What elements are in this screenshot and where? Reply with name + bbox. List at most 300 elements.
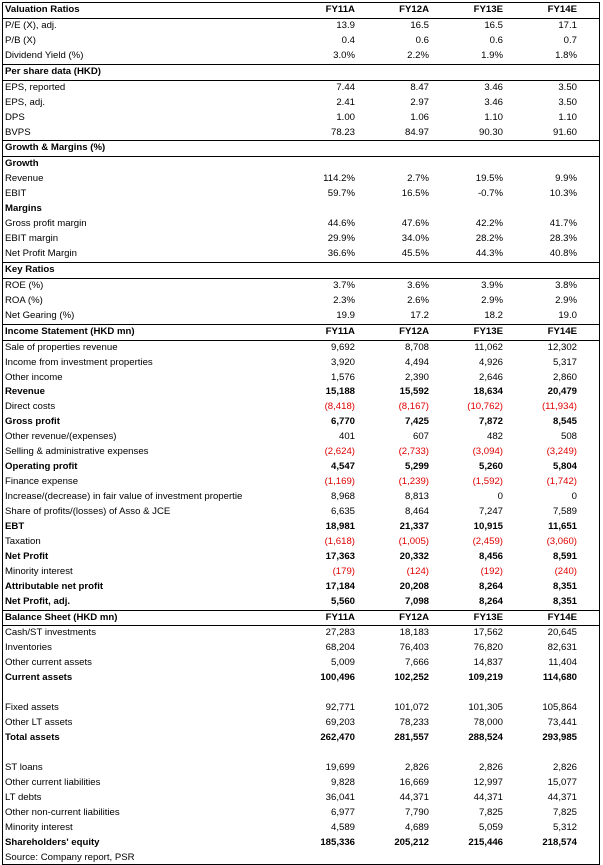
row-value: (1,005) bbox=[398, 535, 429, 547]
row-value: 8,813 bbox=[404, 491, 429, 502]
row-label: Margins bbox=[5, 203, 42, 215]
row-value: 2.9% bbox=[555, 294, 577, 306]
table-row bbox=[3, 505, 599, 520]
table-row bbox=[3, 475, 599, 490]
row-value: (3,060) bbox=[546, 535, 577, 547]
section-header bbox=[3, 611, 599, 627]
table-row bbox=[3, 595, 599, 610]
row-label: Other current assets bbox=[5, 657, 92, 669]
row-value: 114.2% bbox=[323, 173, 355, 185]
row-label: Taxation bbox=[5, 535, 41, 547]
row-value: (1,239) bbox=[398, 476, 429, 488]
row-value: 84.97 bbox=[404, 126, 429, 138]
row-value: 18,183 bbox=[399, 627, 429, 639]
row-value: 16,669 bbox=[399, 776, 429, 788]
column-header: FY14E bbox=[547, 611, 577, 623]
row-value: 78.23 bbox=[330, 126, 355, 138]
row-label: Dividend Yield (%) bbox=[5, 49, 84, 61]
row-value: 2.7% bbox=[407, 173, 429, 185]
row-value: 3.9% bbox=[481, 279, 503, 291]
row-value: 8,708 bbox=[404, 341, 429, 353]
row-value bbox=[433, 686, 507, 701]
row-label: Attributable net profit bbox=[5, 580, 104, 592]
row-value: 17,184 bbox=[325, 580, 355, 592]
row-value: 36.6% bbox=[327, 248, 355, 259]
row-label: Cash/ST investments bbox=[5, 627, 96, 639]
row-value: 8,464 bbox=[404, 505, 429, 517]
row-value: 20,208 bbox=[399, 580, 429, 592]
row-value: 1.10 bbox=[558, 111, 577, 123]
row-label: EBIT bbox=[5, 188, 27, 200]
row-value: 27,283 bbox=[325, 627, 355, 639]
row-value: (240) bbox=[554, 565, 577, 577]
row-value bbox=[433, 746, 507, 761]
table-section bbox=[2, 324, 600, 610]
row-value: 91.60 bbox=[552, 126, 577, 138]
row-value: 5,059 bbox=[478, 821, 503, 833]
table-row bbox=[3, 294, 599, 309]
row-value: 16.5 bbox=[410, 19, 429, 31]
row-value bbox=[359, 157, 433, 172]
row-value: 41.7% bbox=[549, 218, 577, 230]
row-label: Gross profit margin bbox=[5, 218, 87, 230]
row-value: 2,826 bbox=[478, 761, 503, 773]
row-value: 19.0 bbox=[558, 309, 577, 321]
row-value: 7.44 bbox=[336, 81, 355, 93]
row-label: LT debts bbox=[5, 791, 42, 803]
section-title: Income Statement (HKD mn) bbox=[5, 325, 135, 337]
table-row bbox=[3, 806, 599, 821]
row-value: 34.0% bbox=[401, 233, 429, 245]
column-header bbox=[359, 263, 433, 278]
row-label: Income from investment properties bbox=[5, 356, 153, 368]
row-value: 47.6% bbox=[401, 218, 429, 230]
row-value: 16.5% bbox=[401, 188, 429, 200]
table-row bbox=[3, 626, 599, 641]
column-header: FY12A bbox=[399, 611, 429, 623]
row-value: 7,098 bbox=[404, 595, 429, 607]
row-value: 18,981 bbox=[325, 520, 355, 532]
row-value: 1.00 bbox=[336, 111, 355, 123]
row-value: 59.7% bbox=[327, 188, 355, 200]
table-section bbox=[2, 610, 600, 851]
row-value: 3,920 bbox=[330, 356, 355, 368]
row-value: 288,524 bbox=[468, 732, 503, 743]
row-label: Increase/(decrease) in fair value of investment propertie bbox=[5, 491, 243, 502]
row-value: 185,336 bbox=[320, 836, 355, 848]
row-label: Net Profit bbox=[5, 550, 49, 562]
row-value bbox=[287, 686, 359, 701]
table-row bbox=[3, 415, 599, 430]
row-value: 0.6 bbox=[415, 34, 429, 46]
row-value: 20,332 bbox=[399, 550, 429, 562]
column-header bbox=[287, 141, 359, 156]
column-header: FY11A bbox=[325, 611, 355, 623]
column-header: FY13E bbox=[473, 4, 503, 15]
table-row bbox=[3, 761, 599, 776]
row-value: (10,762) bbox=[467, 401, 503, 413]
row-value: (192) bbox=[480, 565, 503, 577]
table-row bbox=[3, 96, 599, 111]
row-value: 7,825 bbox=[552, 806, 577, 818]
row-value: 0.7 bbox=[563, 34, 577, 46]
row-value: (1,742) bbox=[546, 476, 577, 488]
row-value: 9,692 bbox=[330, 341, 355, 353]
row-value: 109,219 bbox=[468, 672, 503, 684]
row-value: 8,351 bbox=[552, 595, 577, 607]
section-header bbox=[3, 141, 599, 157]
row-value: 8,456 bbox=[478, 550, 503, 562]
financial-summary-table bbox=[2, 2, 600, 865]
row-value: 3.7% bbox=[333, 279, 355, 291]
column-header: FY13E bbox=[473, 325, 503, 337]
row-value: 4,926 bbox=[478, 356, 503, 368]
table-row bbox=[3, 385, 599, 400]
row-label: Inventories bbox=[5, 642, 52, 654]
column-header bbox=[433, 65, 507, 80]
column-header: FY11A bbox=[325, 325, 355, 337]
row-value: 5,312 bbox=[552, 821, 577, 833]
row-value: 40.8% bbox=[549, 248, 577, 259]
row-value bbox=[359, 686, 433, 701]
row-value: 90.30 bbox=[478, 126, 503, 138]
row-value: 7,589 bbox=[552, 505, 577, 517]
row-value: 10.3% bbox=[549, 188, 577, 200]
table-row bbox=[3, 776, 599, 791]
row-value: 607 bbox=[412, 431, 429, 443]
row-label: Shareholders' equity bbox=[5, 836, 100, 848]
table-row bbox=[3, 716, 599, 731]
column-header: FY13E bbox=[473, 611, 503, 623]
row-label: Current assets bbox=[5, 672, 73, 684]
row-value: 8,968 bbox=[330, 491, 355, 502]
row-value: 1.8% bbox=[555, 49, 577, 61]
row-value: 482 bbox=[486, 431, 503, 443]
table-row bbox=[3, 490, 599, 505]
row-value: 8,545 bbox=[552, 416, 577, 428]
row-label: Other income bbox=[5, 371, 63, 383]
section-title: Per share data (HKD) bbox=[5, 65, 101, 77]
row-label: EBIT margin bbox=[5, 233, 59, 245]
row-value: 20,479 bbox=[547, 386, 577, 398]
table-row bbox=[3, 580, 599, 595]
row-label: ST loans bbox=[5, 761, 43, 773]
row-label: Finance expense bbox=[5, 476, 79, 488]
table-row bbox=[3, 371, 599, 386]
row-label: Net Profit Margin bbox=[5, 248, 77, 259]
row-value: 10,915 bbox=[473, 520, 503, 532]
row-label: Minority interest bbox=[5, 821, 73, 833]
row-value: 7,425 bbox=[404, 416, 429, 428]
row-value: (8,418) bbox=[324, 401, 355, 413]
table-row bbox=[3, 641, 599, 656]
row-value: (179) bbox=[332, 565, 355, 577]
table-row bbox=[3, 356, 599, 371]
column-header bbox=[433, 263, 507, 278]
source-note: Source: Company report, PSR bbox=[2, 851, 600, 865]
row-value: 15,188 bbox=[325, 386, 355, 398]
column-header bbox=[359, 65, 433, 80]
table-row bbox=[3, 535, 599, 550]
row-label: Revenue bbox=[5, 386, 45, 398]
row-value: 18.2 bbox=[484, 309, 503, 321]
row-label: Revenue bbox=[5, 173, 44, 185]
row-value: 19.9 bbox=[336, 309, 355, 321]
row-value: (2,459) bbox=[472, 535, 503, 547]
row-label: Operating profit bbox=[5, 461, 78, 473]
row-label bbox=[3, 746, 287, 761]
row-value: 45.5% bbox=[401, 248, 429, 259]
row-label: P/E (X), adj. bbox=[5, 19, 57, 31]
row-value: 19,699 bbox=[325, 761, 355, 773]
row-value: 42.2% bbox=[475, 218, 503, 230]
row-value: 44,371 bbox=[473, 791, 503, 803]
row-label: Selling & administrative expenses bbox=[5, 446, 149, 458]
row-value: 12,302 bbox=[547, 341, 577, 353]
row-value: 205,212 bbox=[394, 836, 429, 848]
row-label: P/B (X) bbox=[5, 34, 36, 46]
row-value: 1.10 bbox=[484, 111, 503, 123]
row-value: 1.06 bbox=[410, 111, 429, 123]
table-row bbox=[3, 111, 599, 126]
row-value: 44.3% bbox=[475, 248, 503, 259]
row-value: 215,446 bbox=[468, 836, 503, 848]
row-value: (8,167) bbox=[398, 401, 429, 413]
row-value: 4,589 bbox=[330, 821, 355, 833]
row-value: 28.3% bbox=[549, 233, 577, 245]
row-value: 17.1 bbox=[558, 19, 577, 31]
row-value: 44.6% bbox=[327, 218, 355, 230]
table-row bbox=[3, 836, 599, 851]
row-value: 0.6 bbox=[489, 34, 503, 46]
row-value: 11,062 bbox=[474, 341, 503, 353]
row-value: 36,041 bbox=[325, 791, 355, 803]
row-value: 12,997 bbox=[473, 776, 503, 788]
row-value: 281,557 bbox=[394, 732, 429, 743]
row-label bbox=[3, 686, 287, 701]
table-row bbox=[3, 520, 599, 535]
column-header bbox=[287, 65, 359, 80]
column-header bbox=[433, 141, 507, 156]
row-label: Total assets bbox=[5, 732, 60, 743]
row-value: 7,247 bbox=[478, 505, 503, 517]
row-value: 6,635 bbox=[330, 505, 355, 517]
row-value: 5,317 bbox=[552, 356, 577, 368]
row-value: 16.5 bbox=[484, 19, 503, 31]
section-header bbox=[3, 3, 599, 19]
row-value: -0.7% bbox=[477, 188, 503, 200]
table-section bbox=[2, 64, 600, 141]
row-value: 2.41 bbox=[336, 96, 355, 108]
row-value bbox=[507, 202, 581, 217]
column-header: FY12A bbox=[399, 4, 429, 15]
table-row bbox=[3, 565, 599, 580]
row-value: 2,826 bbox=[552, 761, 577, 773]
column-header: FY12A bbox=[399, 325, 429, 337]
row-label: ROE (%) bbox=[5, 279, 44, 291]
row-value: 73,441 bbox=[547, 717, 577, 729]
row-value: 17,363 bbox=[325, 550, 355, 562]
section-title: Valuation Ratios bbox=[5, 4, 80, 15]
row-value bbox=[359, 746, 433, 761]
column-header bbox=[287, 263, 359, 278]
row-value: (2,624) bbox=[324, 446, 355, 458]
row-value: 101,305 bbox=[468, 702, 503, 714]
table-row bbox=[3, 430, 599, 445]
row-value: 7,790 bbox=[404, 806, 429, 818]
row-value: 0.4 bbox=[341, 34, 355, 46]
row-value: 28.2% bbox=[475, 233, 503, 245]
row-value: 19.5% bbox=[475, 173, 503, 185]
row-value: 20,645 bbox=[547, 627, 577, 639]
column-header: FY11A bbox=[325, 4, 355, 15]
row-value: 102,252 bbox=[394, 672, 429, 684]
row-value: 6,977 bbox=[330, 806, 355, 818]
row-value: 293,985 bbox=[542, 732, 577, 743]
row-value bbox=[507, 157, 581, 172]
row-value: 3.46 bbox=[484, 96, 503, 108]
row-value: 13.9 bbox=[336, 19, 355, 31]
table-section bbox=[2, 140, 600, 262]
row-value: (11,934) bbox=[541, 401, 577, 413]
table-row bbox=[3, 279, 599, 294]
row-value bbox=[287, 202, 359, 217]
row-value: 7,825 bbox=[478, 806, 503, 818]
row-value: 1,576 bbox=[330, 371, 355, 383]
table-row bbox=[3, 791, 599, 806]
row-value: 68,204 bbox=[325, 642, 355, 654]
row-label: Net Profit, adj. bbox=[5, 595, 71, 607]
row-value: 4,689 bbox=[404, 821, 429, 833]
row-value: 3.6% bbox=[407, 279, 429, 291]
row-value: 114,680 bbox=[542, 672, 577, 684]
table-row bbox=[3, 550, 599, 565]
row-value: 82,631 bbox=[547, 642, 577, 654]
row-value: 508 bbox=[560, 431, 577, 443]
table-row bbox=[3, 232, 599, 247]
table-row bbox=[3, 341, 599, 356]
row-value: 69,203 bbox=[325, 717, 355, 729]
row-value: 1.9% bbox=[481, 49, 503, 61]
row-value: 105,864 bbox=[542, 702, 577, 714]
row-value: 2.3% bbox=[333, 294, 355, 306]
row-value: 2,646 bbox=[478, 371, 503, 383]
section-title: Key Ratios bbox=[5, 263, 55, 275]
row-value: 9.9% bbox=[555, 173, 577, 185]
section-header bbox=[3, 263, 599, 279]
column-header: FY14E bbox=[547, 325, 577, 337]
row-value bbox=[507, 686, 581, 701]
row-value: 76,820 bbox=[473, 642, 503, 654]
row-value bbox=[287, 157, 359, 172]
row-value: 0 bbox=[497, 491, 503, 502]
row-value: 7,872 bbox=[478, 416, 503, 428]
row-value: 78,233 bbox=[399, 717, 429, 729]
table-row bbox=[3, 671, 599, 686]
row-value: 15,077 bbox=[547, 776, 577, 788]
row-value: 101,072 bbox=[394, 702, 429, 714]
row-value: 262,470 bbox=[320, 732, 355, 743]
column-header bbox=[507, 263, 581, 278]
section-title: Growth & Margins (%) bbox=[5, 142, 106, 154]
table-row bbox=[3, 19, 599, 34]
row-value: 5,009 bbox=[330, 657, 355, 669]
row-value: 3.8% bbox=[555, 279, 577, 291]
row-label: DPS bbox=[5, 111, 25, 123]
row-value: 9,828 bbox=[330, 776, 355, 788]
table-row bbox=[3, 157, 599, 172]
table-row bbox=[3, 172, 599, 187]
row-value: (3,094) bbox=[472, 446, 503, 458]
column-header: FY14E bbox=[547, 4, 577, 15]
row-value: (2,733) bbox=[398, 446, 429, 458]
row-value: 401 bbox=[338, 431, 355, 443]
row-label: Net Gearing (%) bbox=[5, 309, 75, 321]
row-value: (1,169) bbox=[324, 476, 355, 488]
row-value: 8,591 bbox=[552, 550, 577, 562]
row-value bbox=[287, 746, 359, 761]
table-row bbox=[3, 701, 599, 716]
row-value: 3.0% bbox=[333, 49, 355, 61]
row-value: 11,404 bbox=[548, 657, 577, 669]
row-value: 4,494 bbox=[404, 356, 429, 368]
table-row bbox=[3, 656, 599, 671]
row-value: 92,771 bbox=[325, 702, 355, 714]
row-value: 76,403 bbox=[399, 642, 429, 654]
row-label: Direct costs bbox=[5, 401, 56, 413]
blank-row bbox=[3, 686, 599, 701]
column-header bbox=[507, 65, 581, 80]
row-value: 5,260 bbox=[478, 461, 503, 473]
row-value bbox=[359, 202, 433, 217]
row-value: 78,000 bbox=[473, 717, 503, 729]
row-value: 3.46 bbox=[484, 81, 503, 93]
row-value: 44,371 bbox=[547, 791, 577, 803]
row-value: 3.50 bbox=[558, 81, 577, 93]
row-value: 8,351 bbox=[552, 580, 577, 592]
row-value: 0 bbox=[571, 491, 577, 502]
row-value: 21,337 bbox=[399, 520, 429, 532]
row-value: 5,804 bbox=[552, 461, 577, 473]
blank-row bbox=[3, 746, 599, 761]
row-label: Gross profit bbox=[5, 416, 60, 428]
row-value: 2.9% bbox=[481, 294, 503, 306]
row-value: 218,574 bbox=[542, 836, 577, 848]
row-value: (3,249) bbox=[546, 446, 577, 458]
table-row bbox=[3, 821, 599, 836]
table-row bbox=[3, 731, 599, 746]
table-row bbox=[3, 309, 599, 324]
row-value: 8,264 bbox=[478, 595, 503, 607]
row-label: Growth bbox=[5, 158, 39, 170]
row-value: 5,560 bbox=[330, 595, 355, 607]
row-value: 15,592 bbox=[399, 386, 429, 398]
row-value: 2,826 bbox=[404, 761, 429, 773]
row-label: EBT bbox=[5, 520, 25, 532]
row-value: 2.97 bbox=[410, 96, 429, 108]
table-row bbox=[3, 34, 599, 49]
row-value: 44,371 bbox=[399, 791, 429, 803]
row-label: EPS, adj. bbox=[5, 96, 45, 108]
table-row bbox=[3, 49, 599, 64]
section-header bbox=[3, 325, 599, 341]
row-value: 5,299 bbox=[404, 461, 429, 473]
row-label: Fixed assets bbox=[5, 702, 59, 714]
section-header bbox=[3, 65, 599, 81]
table-row bbox=[3, 247, 599, 262]
row-value: 3.50 bbox=[558, 96, 577, 108]
row-value: 8,264 bbox=[478, 580, 503, 592]
